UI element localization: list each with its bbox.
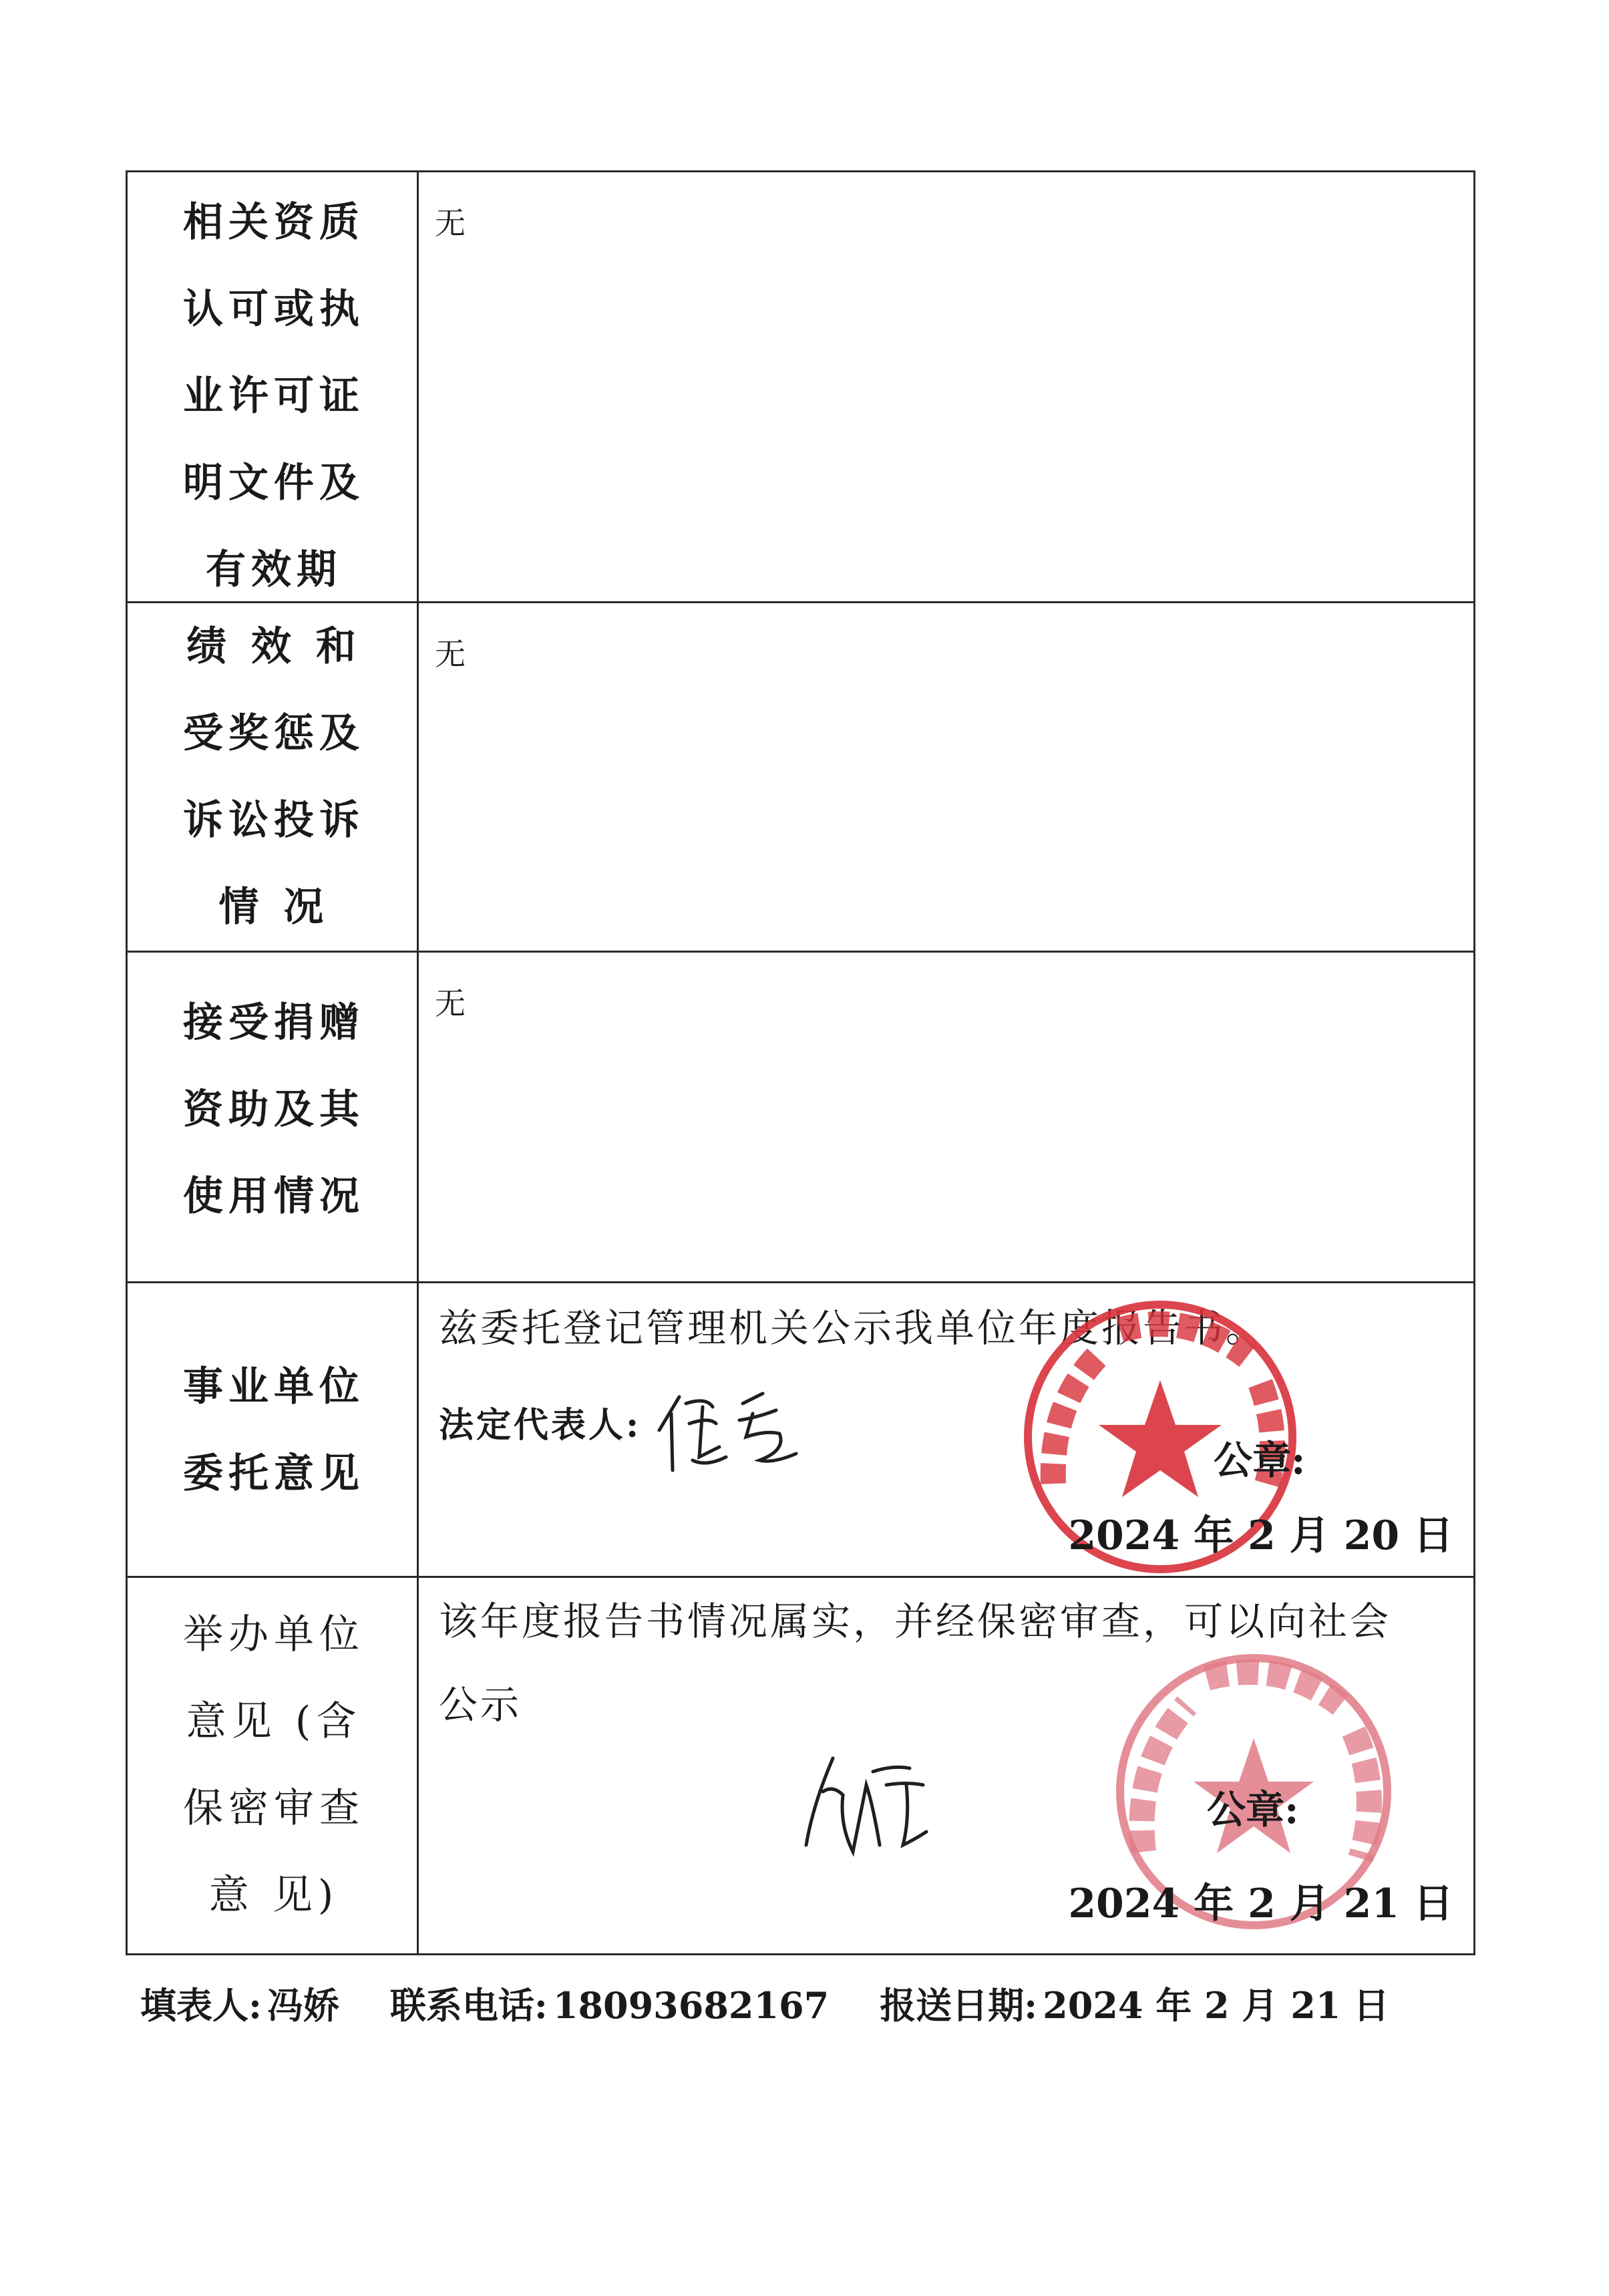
donation-label: 接受捐赠 资助及其 使用情况	[183, 999, 365, 1220]
row-content-cell	[418, 603, 1475, 952]
entrust-date: 2024 年 2 月 20 日	[1068, 1512, 1453, 1559]
table-row	[127, 1577, 1475, 1955]
sponsor-statement-line2: 公示	[439, 1682, 522, 1728]
sponsor-seal-label: 公章:	[1207, 1787, 1299, 1832]
filler-name: 冯娇	[266, 1984, 339, 2027]
row-label-cell	[127, 1577, 418, 1955]
row-label-cell	[127, 1283, 418, 1577]
submit-date: 2024 年 2 月 21 日	[1043, 1984, 1390, 2027]
table-row	[127, 603, 1475, 952]
entrust-statement: 兹委托登记管理机关公示我单位年度报告书。	[439, 1305, 1268, 1351]
entrust-seal-label: 公章:	[1214, 1438, 1306, 1483]
table-row	[127, 952, 1475, 1283]
qualification-value: 无	[435, 205, 466, 241]
table-row	[127, 1283, 1475, 1577]
row-label-cell	[127, 172, 418, 603]
row-content-cell	[418, 1283, 1475, 1577]
report-form-table	[126, 170, 1475, 1955]
sponsor-date: 2024 年 2 月 21 日	[1068, 1880, 1453, 1927]
performance-value: 无	[435, 636, 466, 672]
sponsor-statement-line1: 该年度报告书情况属实，并经保密审查，可以向社会	[439, 1599, 1392, 1644]
row-content-cell	[418, 952, 1475, 1283]
entrust-label: 事业单位 委托意见	[183, 1363, 365, 1497]
filler-label: 填表人:	[140, 1984, 262, 2027]
phone-number: 18093682167	[552, 1984, 830, 2027]
phone-label: 联系电话:	[389, 1984, 548, 2027]
donation-value: 无	[435, 985, 466, 1021]
submit-date-label: 报送日期:	[880, 1984, 1038, 2027]
row-label-cell	[127, 603, 418, 952]
table-row	[127, 172, 1475, 603]
performance-label: 绩 效 和 受奖惩及 诉讼投诉 情 况	[183, 623, 365, 931]
form-footer	[140, 1977, 1395, 2029]
row-content-cell	[418, 172, 1475, 603]
sponsor-label: 举办单位 意见 (含 保密审查 意 见)	[183, 1611, 365, 1919]
legal-rep-signature	[653, 1377, 806, 1477]
qualification-label: 相关资质 认可或执 业许可证 明文件及 有效期	[183, 199, 365, 593]
row-content-cell	[418, 1577, 1475, 1955]
legal-rep-label: 法定代表人:	[439, 1405, 642, 1446]
sponsor-signature	[793, 1745, 940, 1865]
row-label-cell	[127, 952, 418, 1283]
